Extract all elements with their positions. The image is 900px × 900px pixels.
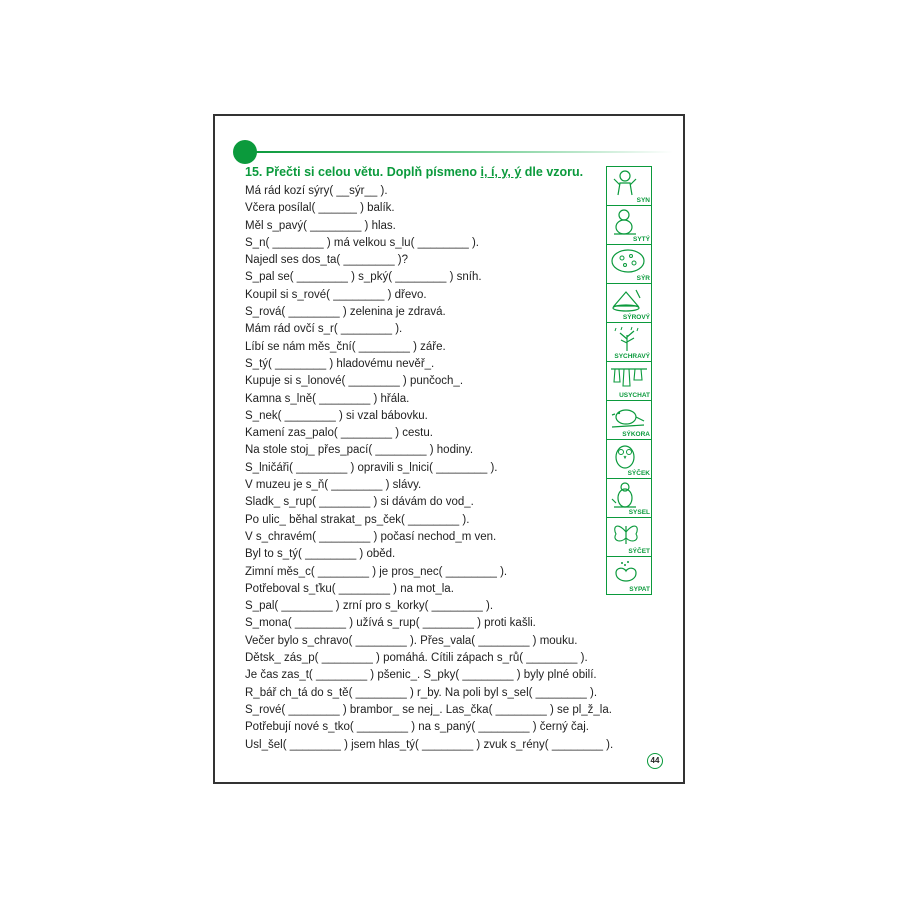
exercise-line: R_bář ch_tá do s_tě( ________ ) r_by. Na poli byl s_sel( ________ ). xyxy=(245,686,598,699)
exercise-line: Na stole stoj_ přes_pací( ________ ) hodiny. xyxy=(245,444,474,457)
exercise-line: S_rová( ________ ) zelenina je zdravá. xyxy=(245,306,446,319)
hands-icon xyxy=(610,559,642,587)
picture-sycek xyxy=(606,439,652,478)
exercise-line: S_mona( ________ ) užívá s_rup( ________ ) proti kašli. xyxy=(245,617,536,630)
exercise-line: Potřebují nové s_tko( ________ ) na s_paný( ________ ) černý čaj. xyxy=(245,721,589,734)
exercise-line: Mám rád ovčí s_r( ________ ). xyxy=(245,323,403,336)
exercise-line: Je čas zas_t( ________ ) pšenic_. S_pky( ________ ) byly plné obilí. xyxy=(245,669,597,682)
rainy-plant-icon xyxy=(610,325,644,353)
exercise-line: Večer bylo s_chravo( ________ ). Přes_vala( ________ ) mouku. xyxy=(245,634,578,647)
exercise-line: V muzeu je s_ň( ________ ) slávy. xyxy=(245,479,422,492)
exercise-line: S_n( ________ ) má velkou s_lu( ________ ). xyxy=(245,236,479,249)
exercise-line: Líbí se nám měs_ční( ________ ) záře. xyxy=(245,340,446,353)
picture-syrovy xyxy=(606,283,652,322)
full-child-icon xyxy=(610,208,640,236)
exercise-line: Usl_šel( ________ ) jsem hlas_tý( ________ ) zvuk s_rény( ________ ). xyxy=(245,738,614,751)
exercise-line: S_lničáři( ________ ) opravili s_lnici( ________ ). xyxy=(245,461,498,474)
exercise-instruction: Přečti si celou větu. Doplň písmeno xyxy=(265,165,478,179)
picture-label: SÝROVÝ xyxy=(622,314,650,321)
picture-label: SYTÝ xyxy=(633,236,650,243)
picture-label: SÝR xyxy=(636,275,650,282)
exercise-letters: i, í, y, ý xyxy=(480,165,522,179)
exercise-line: Po ulic_ běhal strakat_ ps_ček( ________ ). xyxy=(245,513,470,526)
picture-column xyxy=(606,166,652,595)
picture-label: SYN xyxy=(636,197,650,204)
exercise-number: 15. xyxy=(245,165,263,179)
exercise-line: Měl s_pavý( ________ ) hlas. xyxy=(245,219,396,232)
exercise-line: Sladk_ s_rup( ________ ) si dávám do vod_. xyxy=(245,496,474,509)
page-number: 44 xyxy=(647,753,663,769)
exercise-line: S_tý( ________ ) hladovému nevěř_. xyxy=(245,357,435,370)
picture-sykora xyxy=(606,400,652,439)
picture-label: SYCHRAVÝ xyxy=(614,353,650,360)
picture-sycet xyxy=(606,517,652,556)
exercise-line: Včera posílal( ______ ) balík. xyxy=(245,202,395,215)
exercise-line: Dětsk_ zás_p( ________ ) pomáhá. Cítili zápach s_rů( ________ ). xyxy=(245,652,588,665)
owl-icon xyxy=(610,442,640,470)
picture-label: SYSEL xyxy=(628,509,650,516)
gopher-icon xyxy=(610,481,640,509)
picture-label: SÝČET xyxy=(628,548,650,555)
boy-icon xyxy=(610,169,640,197)
exercise-line: S_pal( ________ ) zrní pro s_korky( ________ ). xyxy=(245,600,494,613)
cheese-dish-icon xyxy=(610,286,644,314)
picture-label: USYCHAT xyxy=(619,392,650,399)
butterfly-icon xyxy=(610,520,642,548)
exercise-line: V s_chravém( ________ ) počasí nechod_m ven. xyxy=(245,530,497,543)
exercise-line: Má rád kozí sýry( __sýr__ ). xyxy=(245,185,388,197)
picture-label: SYPAT xyxy=(629,586,650,593)
worksheet-page xyxy=(213,114,685,784)
picture-sypat xyxy=(606,556,652,595)
picture-label: SÝKORA xyxy=(622,431,650,438)
exercise-line: S_rové( ________ ) brambor_ se nej_. Las_čka( ________ ) se pl_ž_la. xyxy=(245,703,612,716)
titmouse-icon xyxy=(610,403,646,431)
exercise-line: S_nek( ________ ) si vzal bábovku. xyxy=(245,409,428,422)
exercise-line: Koupil si s_rové( ________ ) dřevo. xyxy=(245,288,427,301)
exercise-line: Potřeboval s_ťku( ________ ) na mot_la. xyxy=(245,582,454,595)
exercise-line: Kupuje si s_lonové( ________ ) punčoch_. xyxy=(245,375,464,388)
picture-usychat xyxy=(606,361,652,400)
exercise-line: Byl to s_tý( ________ ) oběd. xyxy=(245,548,396,561)
clothesline-icon xyxy=(610,364,648,392)
exercise-line: Najedl ses dos_ta( ________ )? xyxy=(245,254,409,267)
picture-syn xyxy=(606,166,652,205)
section-rule xyxy=(253,151,673,153)
exercise-line: Kamení zas_palo( ________ ) cestu. xyxy=(245,427,433,440)
exercise-line: Kamna s_lně( ________ ) hřála. xyxy=(245,392,410,405)
picture-label: SÝČEK xyxy=(627,470,650,477)
picture-syr xyxy=(606,244,652,283)
exercise-line: S_pal se( ________ ) s_pký( ________ ) sníh. xyxy=(245,271,482,284)
picture-sysel xyxy=(606,478,652,517)
exercise-lines xyxy=(245,183,645,754)
exercise-heading xyxy=(245,165,583,179)
exercise-line: Zimní měs_c( ________ ) je pros_nec( ________ ). xyxy=(245,565,508,578)
picture-sychravy xyxy=(606,322,652,361)
exercise-instruction-tail: dle vzoru. xyxy=(524,165,584,179)
picture-syty xyxy=(606,205,652,244)
cheese-icon xyxy=(610,247,646,275)
